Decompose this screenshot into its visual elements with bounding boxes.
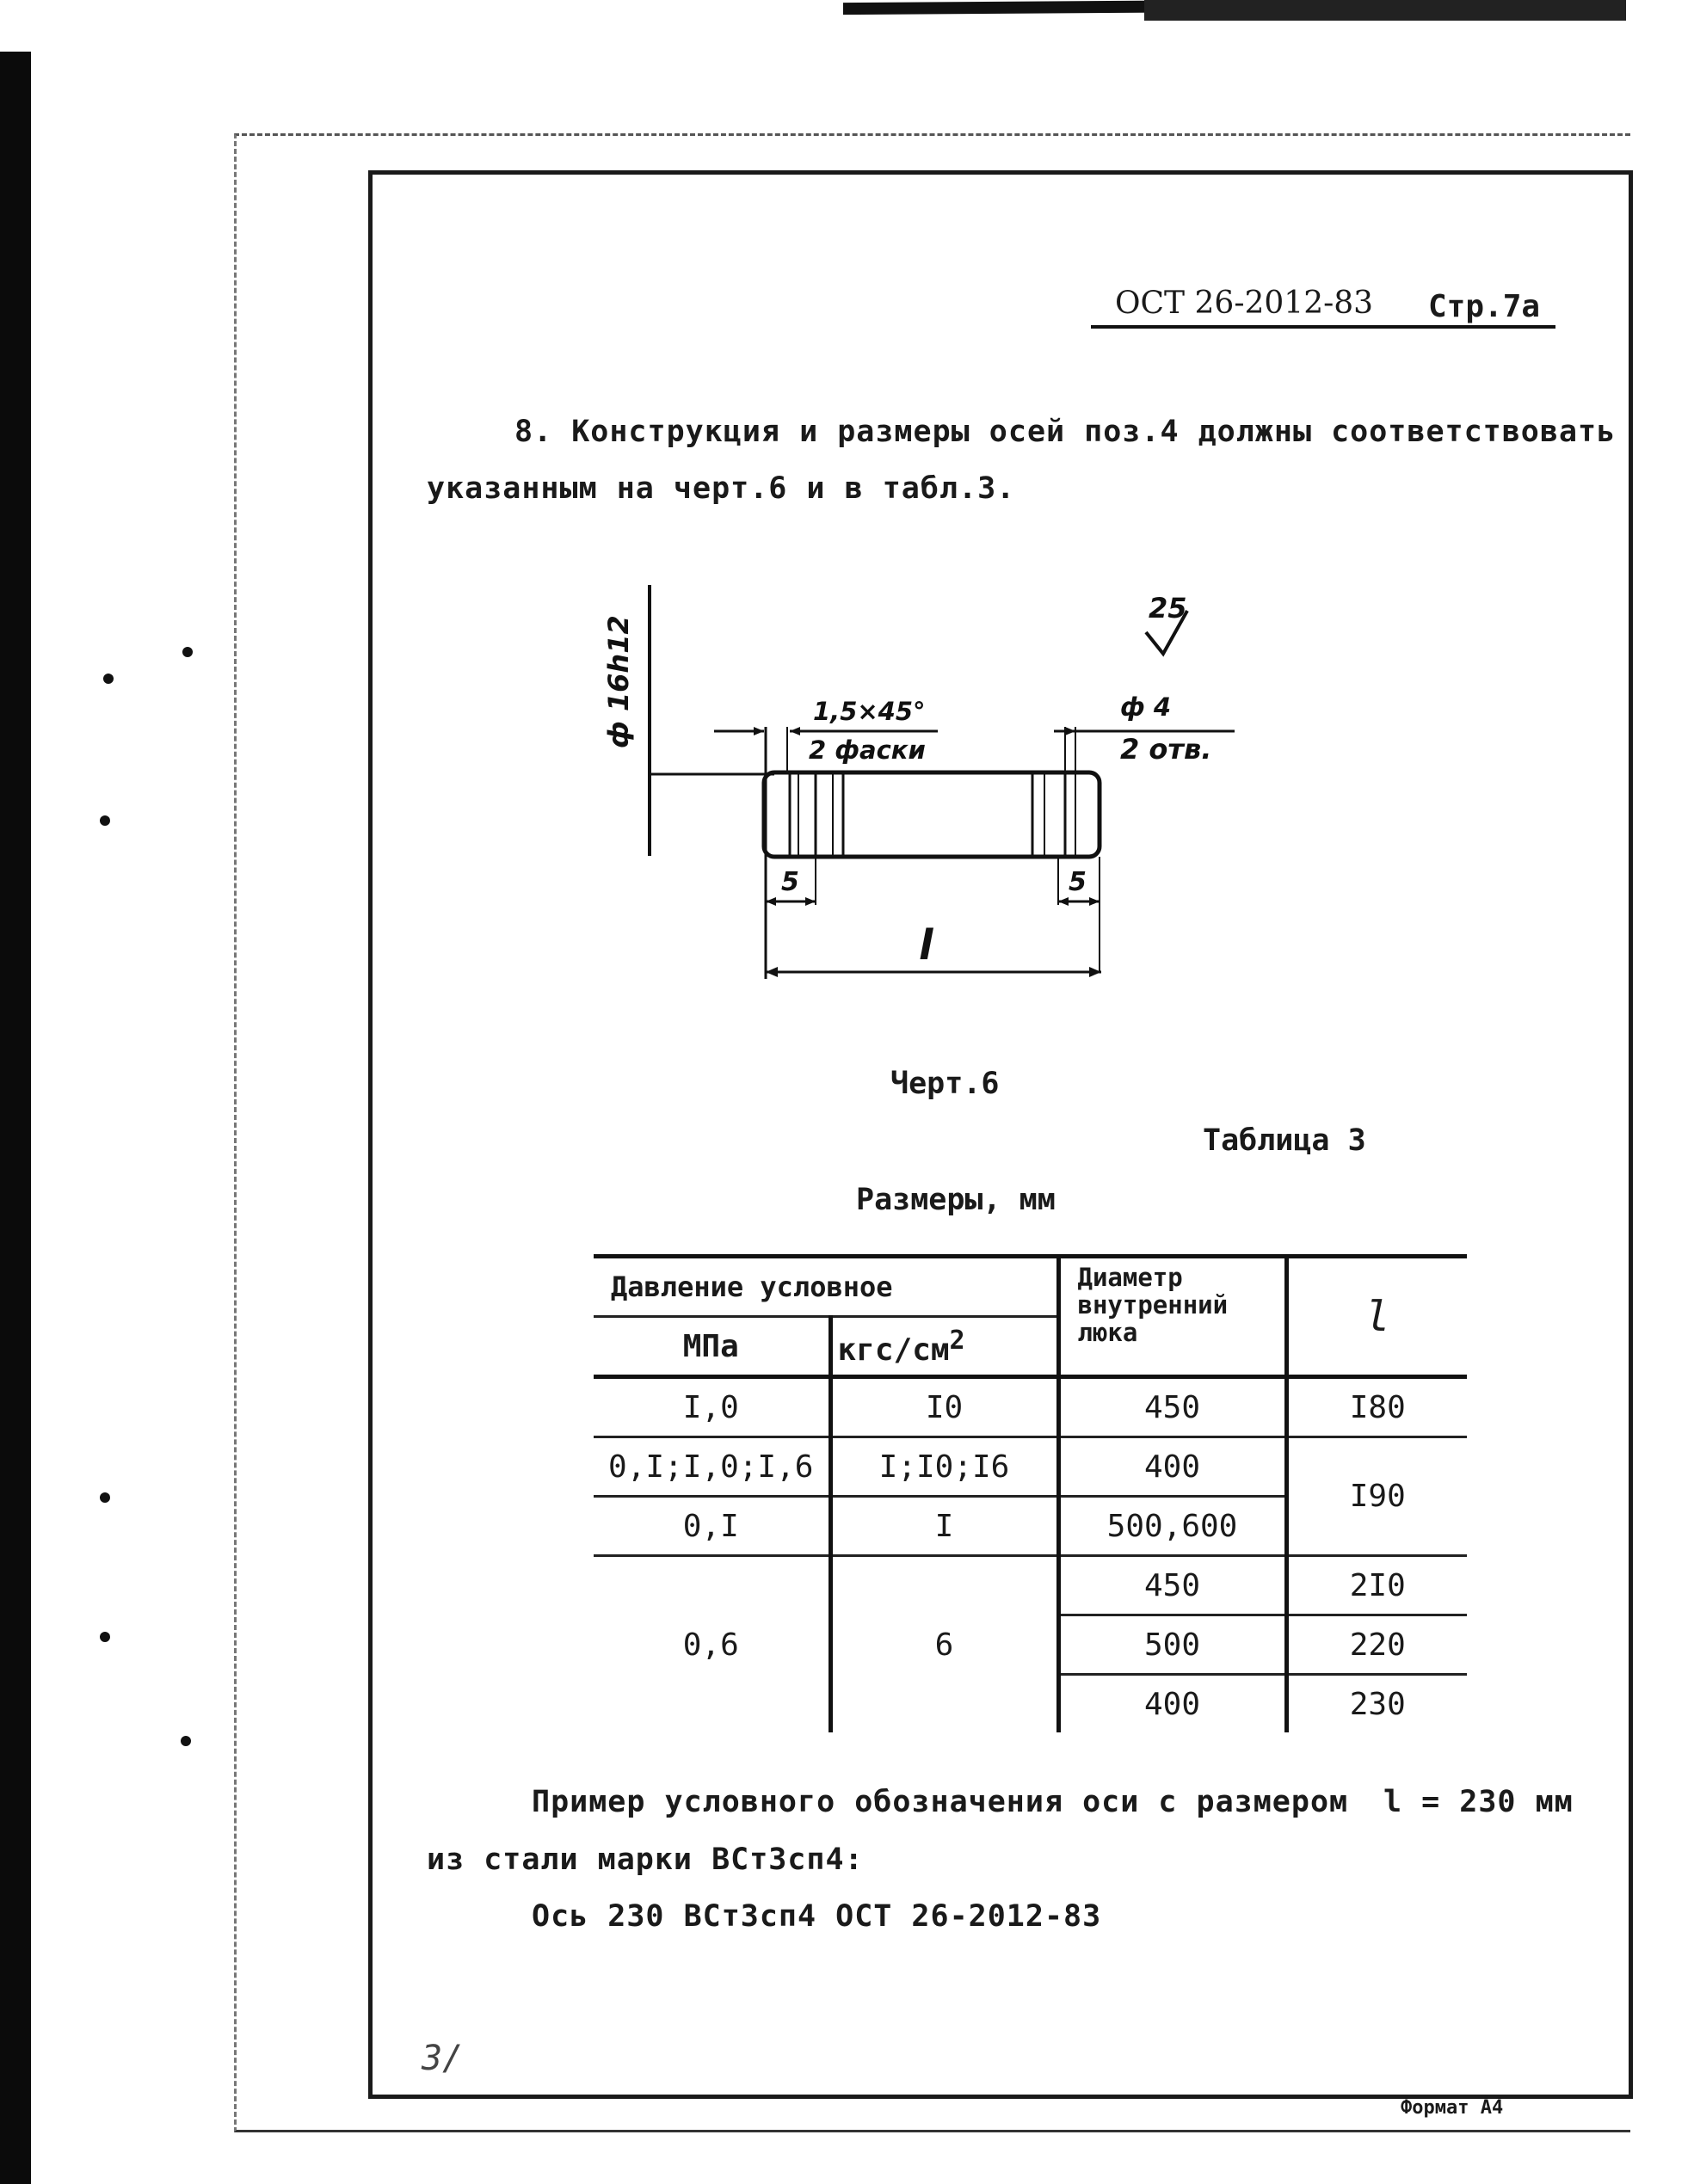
hole-diameter-label: ф 4: [1120, 692, 1172, 722]
cell-diameter: 450: [1058, 1556, 1286, 1615]
scan-edge-top-dark: [1144, 0, 1626, 21]
header-diameter: Диаметр внутренний люка: [1058, 1257, 1286, 1377]
header-kgf-unit: кгс/см: [837, 1332, 950, 1368]
axle-drawing: [594, 568, 1265, 1015]
header-kgf: [830, 1317, 1058, 1377]
cell-mpa: I,0: [594, 1377, 830, 1437]
offset-right-label: 5: [1069, 867, 1087, 897]
table-number: Таблица 3: [1203, 1123, 1366, 1158]
cell-mpa: 0,I;I,0;I,6: [594, 1437, 830, 1497]
cell-mpa: 0,6: [594, 1556, 830, 1733]
chamfer-count-label: 2 фаски: [809, 735, 926, 765]
cell-length: 230: [1349, 1686, 1406, 1722]
header-kgf-sup: 2: [949, 1325, 965, 1356]
cell-diameter: 400: [1058, 1437, 1286, 1497]
punch-hole-dot: [103, 674, 114, 684]
punch-hole-dot: [182, 647, 193, 657]
punch-hole-dot: [100, 815, 110, 826]
header-underline: [1091, 325, 1555, 329]
example-length-value: l = 230 мм: [1383, 1785, 1574, 1819]
cell-kgf: I: [830, 1497, 1058, 1556]
header-length: l: [1286, 1257, 1467, 1377]
offset-left-label: 5: [781, 867, 799, 897]
hole-count-label: 2 отв.: [1120, 733, 1212, 766]
cell-length: I80: [1286, 1377, 1467, 1437]
cell-diameter: 500,600: [1058, 1497, 1286, 1556]
cell-kgf: 6: [830, 1556, 1058, 1733]
cell-kgf: I0: [830, 1377, 1058, 1437]
punch-hole-dot: [100, 1492, 110, 1503]
format-label: Формат А4: [1401, 2097, 1504, 2119]
chamfer-label: 1,5×45°: [813, 697, 926, 726]
diameter-label: ф 16h12: [602, 615, 635, 748]
cell-diameter: 450: [1058, 1377, 1286, 1437]
doc-code: ОСТ 26-2012-83: [1115, 286, 1374, 321]
header-pressure: Давление условное: [594, 1257, 1058, 1317]
cell-kgf: I;I0;I6: [830, 1437, 1058, 1497]
cell-diameter: 400: [1058, 1675, 1286, 1733]
example-line-1: Пример условного обозначения оси с размером: [532, 1785, 1349, 1819]
cell-length: I90: [1286, 1437, 1467, 1556]
paragraph-line-1: 8. Конструкция и размеры осей поз.4 должны соответствовать: [514, 415, 1617, 449]
punch-hole-dot: [181, 1736, 191, 1746]
example-designation: Ось 230 ВСт3сп4 ОСТ 26-2012-83: [532, 1899, 1102, 1934]
cell-length: 220: [1286, 1615, 1467, 1675]
header-mpa: МПа: [594, 1317, 830, 1377]
cell-length: 2I0: [1286, 1556, 1467, 1615]
table-units: Размеры, мм: [856, 1183, 1056, 1217]
cell-mpa: 0,I: [594, 1497, 830, 1556]
example-line-2: из стали марки ВСт3сп4:: [427, 1843, 864, 1877]
scan-edge-left: [0, 52, 31, 2184]
page-label: Стр.7а: [1428, 289, 1541, 324]
signature-mark: 3/: [422, 2039, 464, 2078]
length-symbol: l: [919, 921, 933, 969]
punch-hole-dot: [100, 1632, 110, 1642]
cell-diameter: 500: [1058, 1615, 1286, 1675]
paragraph-line-2: указанным на черт.6 и в табл.3.: [427, 471, 1016, 506]
dimensions-table: [594, 1254, 1467, 1732]
roughness-value: 25: [1149, 592, 1187, 624]
drawing-caption: Черт.6: [890, 1067, 1000, 1101]
